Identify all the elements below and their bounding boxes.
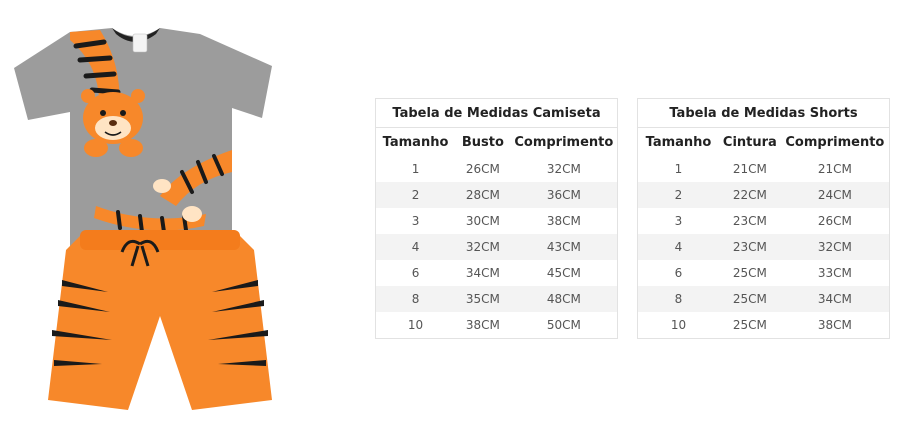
table-row xyxy=(376,156,618,182)
table-row xyxy=(638,234,890,260)
bust-cell: 28CM xyxy=(455,182,511,208)
shirt-table-title: Tabela de Medidas Camiseta xyxy=(376,99,618,128)
length-cell: 38CM xyxy=(511,208,618,234)
table-row xyxy=(638,312,890,339)
size-cell: 8 xyxy=(376,286,456,312)
table-row xyxy=(638,286,890,312)
length-cell: 26CM xyxy=(781,208,890,234)
waist-cell: 25CM xyxy=(719,286,781,312)
length-cell: 32CM xyxy=(781,234,890,260)
waist-cell: 25CM xyxy=(719,260,781,286)
bust-cell: 32CM xyxy=(455,234,511,260)
table-row xyxy=(376,234,618,260)
waist-cell: 22CM xyxy=(719,182,781,208)
waist-cell: 23CM xyxy=(719,208,781,234)
length-cell: 38CM xyxy=(781,312,890,339)
length-cell: 43CM xyxy=(511,234,618,260)
size-cell: 6 xyxy=(638,260,719,286)
tiger-paw-right xyxy=(119,139,143,157)
shorts-header-comprimento: Comprimento xyxy=(785,134,885,150)
size-cell: 2 xyxy=(638,182,719,208)
table-row xyxy=(638,182,890,208)
shirt-header-tamanho: Tamanho xyxy=(382,134,449,150)
tshirt-label xyxy=(133,34,147,52)
table-row xyxy=(376,286,618,312)
length-cell: 32CM xyxy=(511,156,618,182)
length-cell: 24CM xyxy=(781,182,890,208)
size-cell: 3 xyxy=(376,208,456,234)
shorts-size-table xyxy=(637,98,890,339)
length-cell: 45CM xyxy=(511,260,618,286)
table-row xyxy=(376,260,618,286)
size-cell: 10 xyxy=(638,312,719,339)
length-cell: 36CM xyxy=(511,182,618,208)
table-row xyxy=(376,182,618,208)
size-cell: 3 xyxy=(638,208,719,234)
length-cell: 48CM xyxy=(511,286,618,312)
shorts-waistband xyxy=(80,230,240,250)
size-cell: 6 xyxy=(376,260,456,286)
table-row xyxy=(376,312,618,339)
size-cell: 10 xyxy=(376,312,456,339)
length-cell: 33CM xyxy=(781,260,890,286)
waist-cell: 25CM xyxy=(719,312,781,339)
waist-cell: 23CM xyxy=(719,234,781,260)
bust-cell: 34CM xyxy=(455,260,511,286)
shirt-header-busto: Busto xyxy=(461,134,504,150)
bust-cell: 35CM xyxy=(455,286,511,312)
length-cell: 50CM xyxy=(511,312,618,339)
table-row xyxy=(638,156,890,182)
table-row xyxy=(638,260,890,286)
length-cell: 21CM xyxy=(781,156,890,182)
bust-cell: 38CM xyxy=(455,312,511,339)
size-cell: 8 xyxy=(638,286,719,312)
table-row xyxy=(638,208,890,234)
tiger-paw-left xyxy=(84,139,108,157)
shirt-header-comprimento: Comprimento xyxy=(514,134,614,150)
length-cell: 34CM xyxy=(781,286,890,312)
bust-cell: 30CM xyxy=(455,208,511,234)
product-image xyxy=(0,0,290,436)
size-cell: 2 xyxy=(376,182,456,208)
tiger-pajama-illustration xyxy=(0,0,290,436)
size-cell: 1 xyxy=(376,156,456,182)
shirt-size-table xyxy=(375,98,618,339)
waist-cell: 21CM xyxy=(719,156,781,182)
size-cell: 4 xyxy=(376,234,456,260)
size-cell: 1 xyxy=(638,156,719,182)
table-row xyxy=(376,208,618,234)
shorts-shape xyxy=(48,232,272,410)
shorts-header-cintura: Cintura xyxy=(722,134,777,150)
bust-cell: 26CM xyxy=(455,156,511,182)
shorts-table-title: Tabela de Medidas Shorts xyxy=(638,99,890,128)
size-cell: 4 xyxy=(638,234,719,260)
shorts-header-tamanho: Tamanho xyxy=(645,134,712,150)
